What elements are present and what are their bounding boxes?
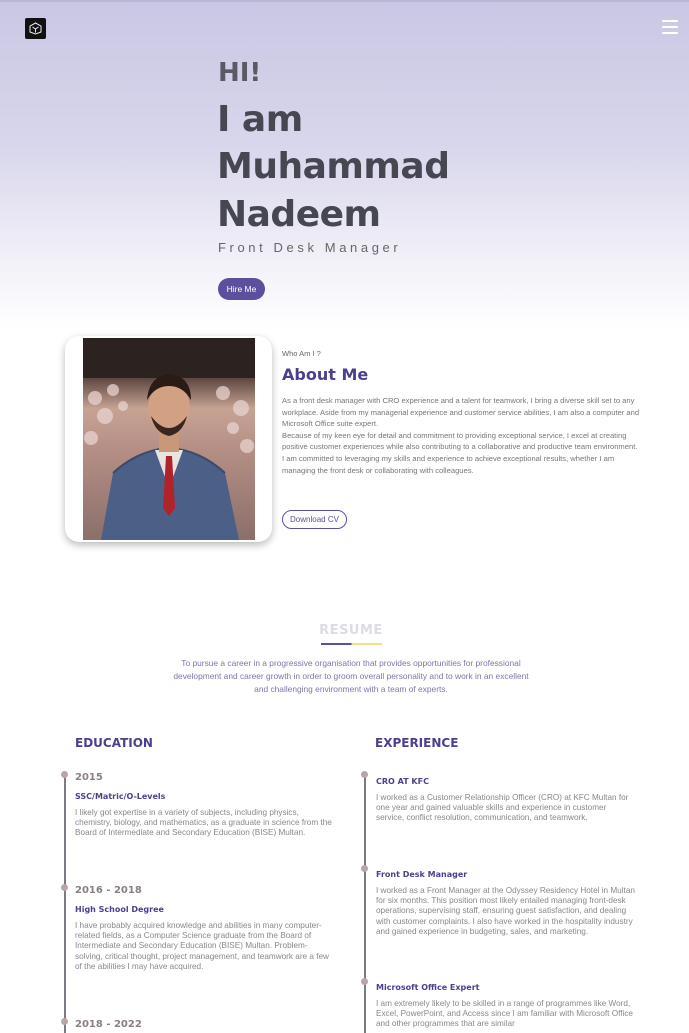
- experience-title: Microsoft Office Expert: [376, 983, 480, 992]
- hero-name-line-1: I am: [217, 99, 303, 140]
- timeline-dot: [61, 884, 68, 891]
- about-title: About Me: [282, 365, 369, 384]
- hero-name-line-3: Nadeem: [217, 194, 381, 235]
- timeline-dot: [361, 771, 368, 778]
- education-year: 2015: [75, 772, 103, 783]
- education-item: [75, 772, 335, 839]
- resume-title: RESUME: [319, 623, 383, 638]
- hamburger-menu-icon[interactable]: [662, 20, 678, 34]
- hire-me-button[interactable]: Hire Me: [218, 278, 265, 300]
- education-desc: I likely got expertise in a variety of subjects, including physics, chemistry, biology, and mathematics, as a graduate in science from the Board of Intermediate and Secondary Education (BISE) Multan.: [75, 808, 332, 838]
- hero-section: [0, 0, 689, 330]
- profile-photo: [83, 338, 255, 540]
- about-paragraph-2: Because of my keen eye for detail and commitment to providing exceptional service, I excel at creating positive customer experiences while also contributing to a collaborative and productive team environment. I am committed to leveraging my skills and experience to achieve exceptional results, whether I am managing the front desk or collaborating with colleagues.: [282, 430, 638, 475]
- education-desc: I have probably acquired knowledge and abilities in many computer-related fields, as a Computer Science graduate from the Board of Intermediate and Secondary Education (BISE) Multan. Problem-solving, critical thought, project management, and teamwork are a few of the abilities I may have acquired.: [75, 921, 329, 971]
- hero-greeting: HI!: [218, 58, 262, 88]
- education-heading: EDUCATION: [75, 736, 153, 750]
- experience-item: [376, 870, 636, 937]
- experience-item: [376, 777, 636, 824]
- about-kicker: Who Am I ?: [282, 349, 321, 358]
- resume-title-underline: [321, 643, 382, 645]
- experience-timeline: [364, 775, 366, 1033]
- profile-photo-illustration: [83, 338, 255, 540]
- education-item: [75, 885, 335, 972]
- experience-desc: I worked as a Front Manager at the Odyssey Residency Hotel in Multan for six months. This position most likely entailed managing front-desk operations, supervising staff, ensuring guest satisfaction, and dealing with customer complaints. I also have worked in the hospitality industry and gained experience in budgeting, sales, and marketing.: [376, 886, 635, 936]
- logo-icon[interactable]: [25, 18, 46, 39]
- experience-item: [376, 983, 636, 1030]
- experience-title: CRO AT KFC: [376, 777, 429, 786]
- education-title: High School Degree: [75, 905, 164, 914]
- about-text: [282, 395, 640, 476]
- education-title: SSC/Matric/O-Levels: [75, 792, 166, 801]
- education-timeline: [64, 775, 66, 1033]
- timeline-dot: [61, 1018, 68, 1025]
- timeline-dot: [361, 978, 368, 985]
- timeline-dot: [61, 771, 68, 778]
- education-year: 2016 - 2018: [75, 885, 142, 896]
- experience-desc: I worked as a Customer Relationship Officer (CRO) at KFC Multan for one year and gained valuable skills and experience in customer service, conflict resolution, communication, and teamwork.: [376, 793, 629, 823]
- hero-name-line-2: Muhammad: [217, 146, 450, 187]
- resume-objective: To pursue a career in a progressive organisation that provides opportunities for professional development and career growth in order to groom overall personality and to work in an excellent and challenging environment with a team of experts.: [173, 658, 529, 694]
- education-year: 2018 - 2022: [75, 1019, 142, 1030]
- timeline-dot: [361, 865, 368, 872]
- profile-photo-card: [65, 336, 272, 542]
- about-paragraph-1: As a front desk manager with CRO experience and a talent for teamwork, I bring a diverse skill set to any workplace. Aside from my managerial experience and customer service abilities, I am also a computer and Microsoft Office suite expert.: [282, 396, 640, 429]
- logo-glyph: [29, 22, 42, 35]
- hero-role: Front Desk Manager: [218, 240, 402, 255]
- experience-heading: EXPERIENCE: [375, 736, 459, 750]
- education-item: [75, 1019, 335, 1033]
- experience-desc: I am extremely likely to be skilled in a range of programmes like Word, Excel, PowerPoint, and Access since I am familiar with Microsoft Office and other programmes that are similar: [376, 999, 633, 1029]
- experience-title: Front Desk Manager: [376, 870, 468, 879]
- download-cv-button[interactable]: Download CV: [282, 510, 347, 529]
